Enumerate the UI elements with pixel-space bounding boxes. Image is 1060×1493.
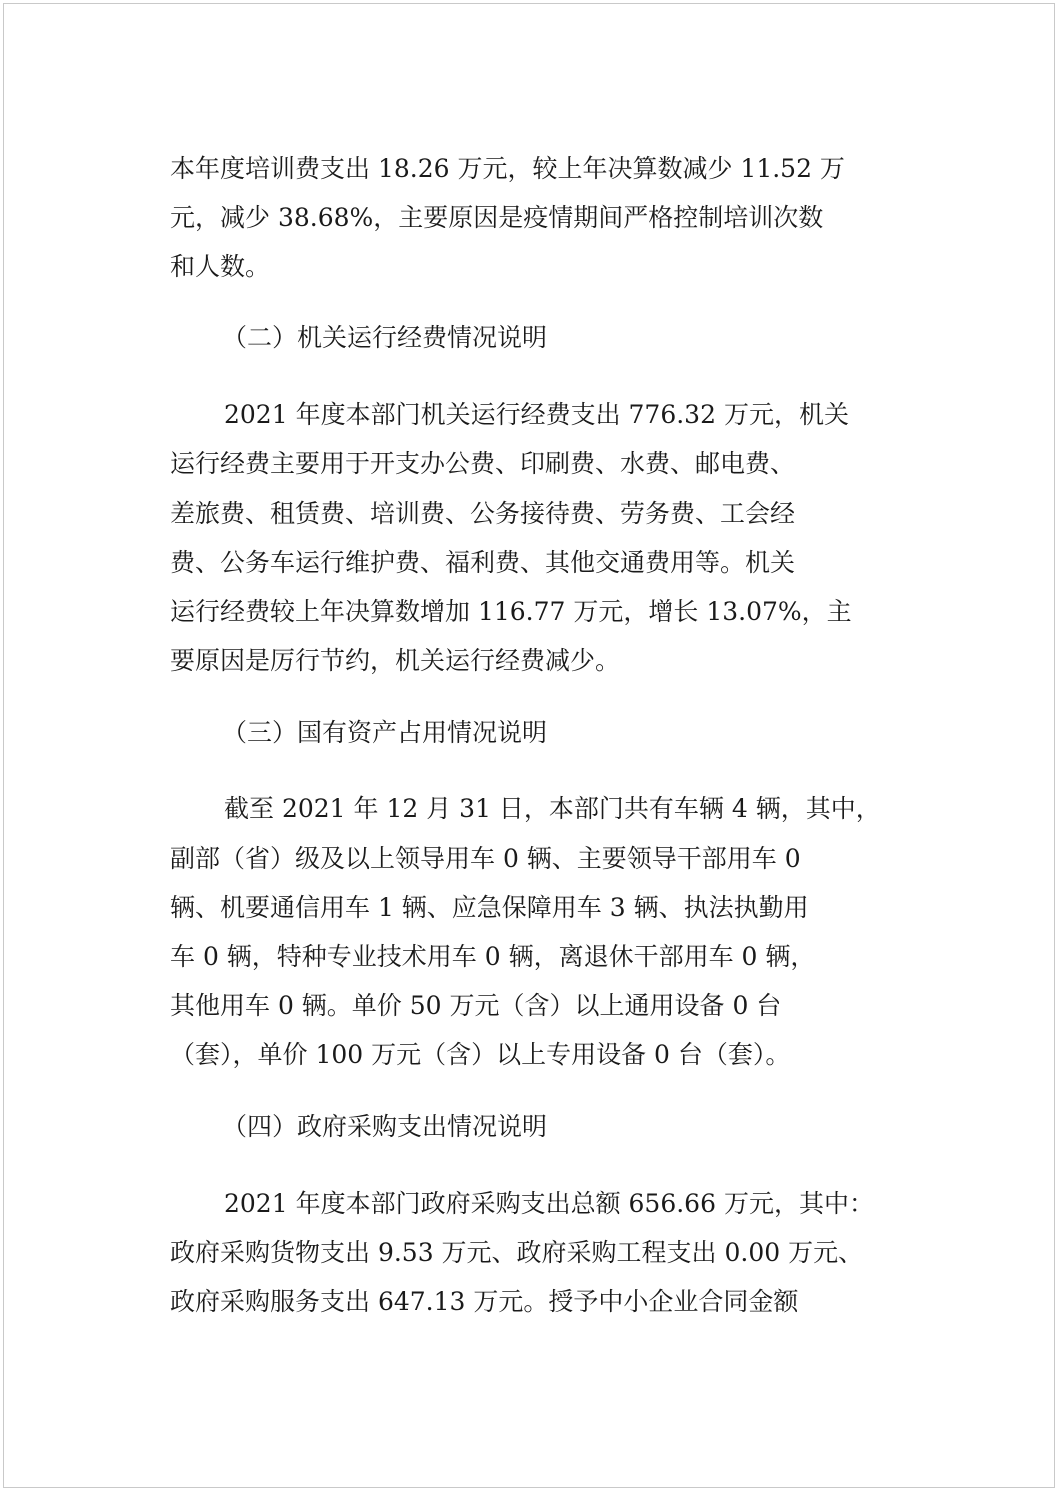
paragraph-assets-line-5: 其他用车 0 辆。单价 50 万元（含）以上通用设备 0 台 xyxy=(170,991,782,1020)
paragraph-training-line-1: 本年度培训费支出 18.26 万元，较上年决算数减少 11.52 万 xyxy=(170,154,845,183)
paragraph-operating-line-4: 费、公务车运行维护费、福利费、其他交通费用等。机关 xyxy=(170,548,796,577)
paragraph-assets-line-2: 副部（省）级及以上领导用车 0 辆、主要领导干部用车 0 xyxy=(170,844,801,873)
paragraph-operating-line-6: 要原因是厉行节约，机关运行经费减少。 xyxy=(170,646,621,675)
paragraph-procurement-line-1: 2021 年度本部门政府采购支出总额 656.66 万元，其中： xyxy=(224,1189,874,1218)
paragraph-procurement-line-2: 政府采购货物支出 9.53 万元、政府采购工程支出 0.00 万元、 xyxy=(170,1238,864,1267)
paragraph-training-line-3: 和人数。 xyxy=(170,252,271,281)
section-heading-2: （二）机关运行经费情况说明 xyxy=(222,323,548,352)
paragraph-operating-line-3: 差旅费、租赁费、培训费、公务接待费、劳务费、工会经 xyxy=(170,499,796,528)
section-heading-3: （三）国有资产占用情况说明 xyxy=(222,718,548,747)
section-heading-4: （四）政府采购支出情况说明 xyxy=(222,1112,548,1141)
paragraph-operating-line-5: 运行经费较上年决算数增加 116.77 万元，增长 13.07%，主 xyxy=(170,597,852,626)
document-page xyxy=(3,3,1055,1488)
paragraph-assets-line-1: 截至 2021 年 12 月 31 日，本部门共有车辆 4 辆，其中， xyxy=(224,794,881,823)
paragraph-assets-line-4: 车 0 辆，特种专业技术用车 0 辆，离退休干部用车 0 辆， xyxy=(170,942,816,971)
paragraph-operating-line-1: 2021 年度本部门机关运行经费支出 776.32 万元，机关 xyxy=(224,400,849,429)
paragraph-procurement-line-3: 政府采购服务支出 647.13 万元。授予中小企业合同金额 xyxy=(170,1287,799,1316)
paragraph-assets-line-3: 辆、机要通信用车 1 辆、应急保障用车 3 辆、执法执勤用 xyxy=(170,893,809,922)
paragraph-training-line-2: 元，减少 38.68%，主要原因是疫情期间严格控制培训次数 xyxy=(170,203,824,232)
paragraph-operating-line-2: 运行经费主要用于开支办公费、印刷费、水费、邮电费、 xyxy=(170,449,796,478)
paragraph-assets-line-6: （套），单价 100 万元（含）以上专用设备 0 台（套）。 xyxy=(170,1040,791,1069)
